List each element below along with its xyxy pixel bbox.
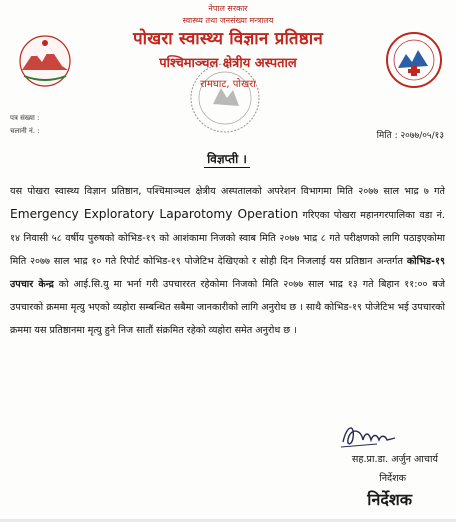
- hospital-name: पश्चिमाञ्चल क्षेत्रीय अस्पताल: [159, 56, 297, 71]
- government-name: नेपाल सरकार: [208, 4, 248, 13]
- letter-number-label: पत्र संख्या :: [10, 114, 40, 122]
- signatory-role: निर्देशक: [379, 473, 406, 484]
- notice-body-part-2: गरिएका पोखरा महानगरपालिका वडा नं. १४ निवासी ५८ वर्षीय पुरुषको कोभिड-१९ को आशंकामा निजको स्वाब मिति २०७७ भाद्र ८ गते परीक्षणको लागि पठाइएकोमा मिति २०७७ साल भाद्र १० गते रिपोर्ट कोभिड-१९ पोजेटिभ देखिएको र सोही दिन निजलाई यस प्रतिष्ठान अन्तर्गत: [10, 210, 445, 267]
- letter-date: मिति : २०७७/०५/१३: [376, 131, 444, 141]
- notice-body-part-1: यस पोखरा स्वास्थ्य विज्ञान प्रतिष्ठान, पश्चिमाञ्चल क्षेत्रीय अस्पतालको अपरेशन विभागमा मिति २०७७ साल भाद्र ७ गते: [10, 186, 445, 197]
- notice-body: [10, 180, 445, 342]
- notice-title: विज्ञप्ती ।: [175, 150, 279, 167]
- office-seal-stamp: [185, 58, 265, 138]
- ministry-name: स्वास्थ्य तथा जनसंख्या मन्त्रालय: [182, 16, 274, 25]
- organization-name: पोखरा स्वास्थ्य विज्ञान प्रतिष्ठान: [132, 29, 324, 49]
- treatment-center-name: कोभिड-१९ उपचार केन्द्र: [10, 256, 445, 290]
- signatory-name: सह.प्रा.डा. अर्जुन आचार्य: [351, 454, 438, 465]
- handwritten-signature: [337, 420, 401, 452]
- notice-body-part-3: को आई.सि.यु मा भर्ना गरी उपचाररत रहेकोमा निजको मिति २०७७ साल भाद्र १३ गते बिहान ११:०० बजे उपचारको क्रममा मृत्यु भएको व्यहोरा सम्बन्धित सबैमा जानकारीको लागि अनुरोध छ । साथै कोभिड-१९ पोजेटिभ भई उपचारको क्रममा यस प्रतिष्ठानमा मृत्यु हुने निज सातौं संक्रमित रहेको व्यहोरा समेत अनुरोध छ ।: [10, 279, 445, 336]
- operation-name: Emergency Exploratory Laparotomy Operation: [10, 207, 299, 221]
- designation-stamp: निर्देशक: [367, 490, 412, 509]
- address: रामघाट, पोखरा: [200, 79, 256, 90]
- dispatch-number-label: चलानी नं. :: [10, 127, 40, 135]
